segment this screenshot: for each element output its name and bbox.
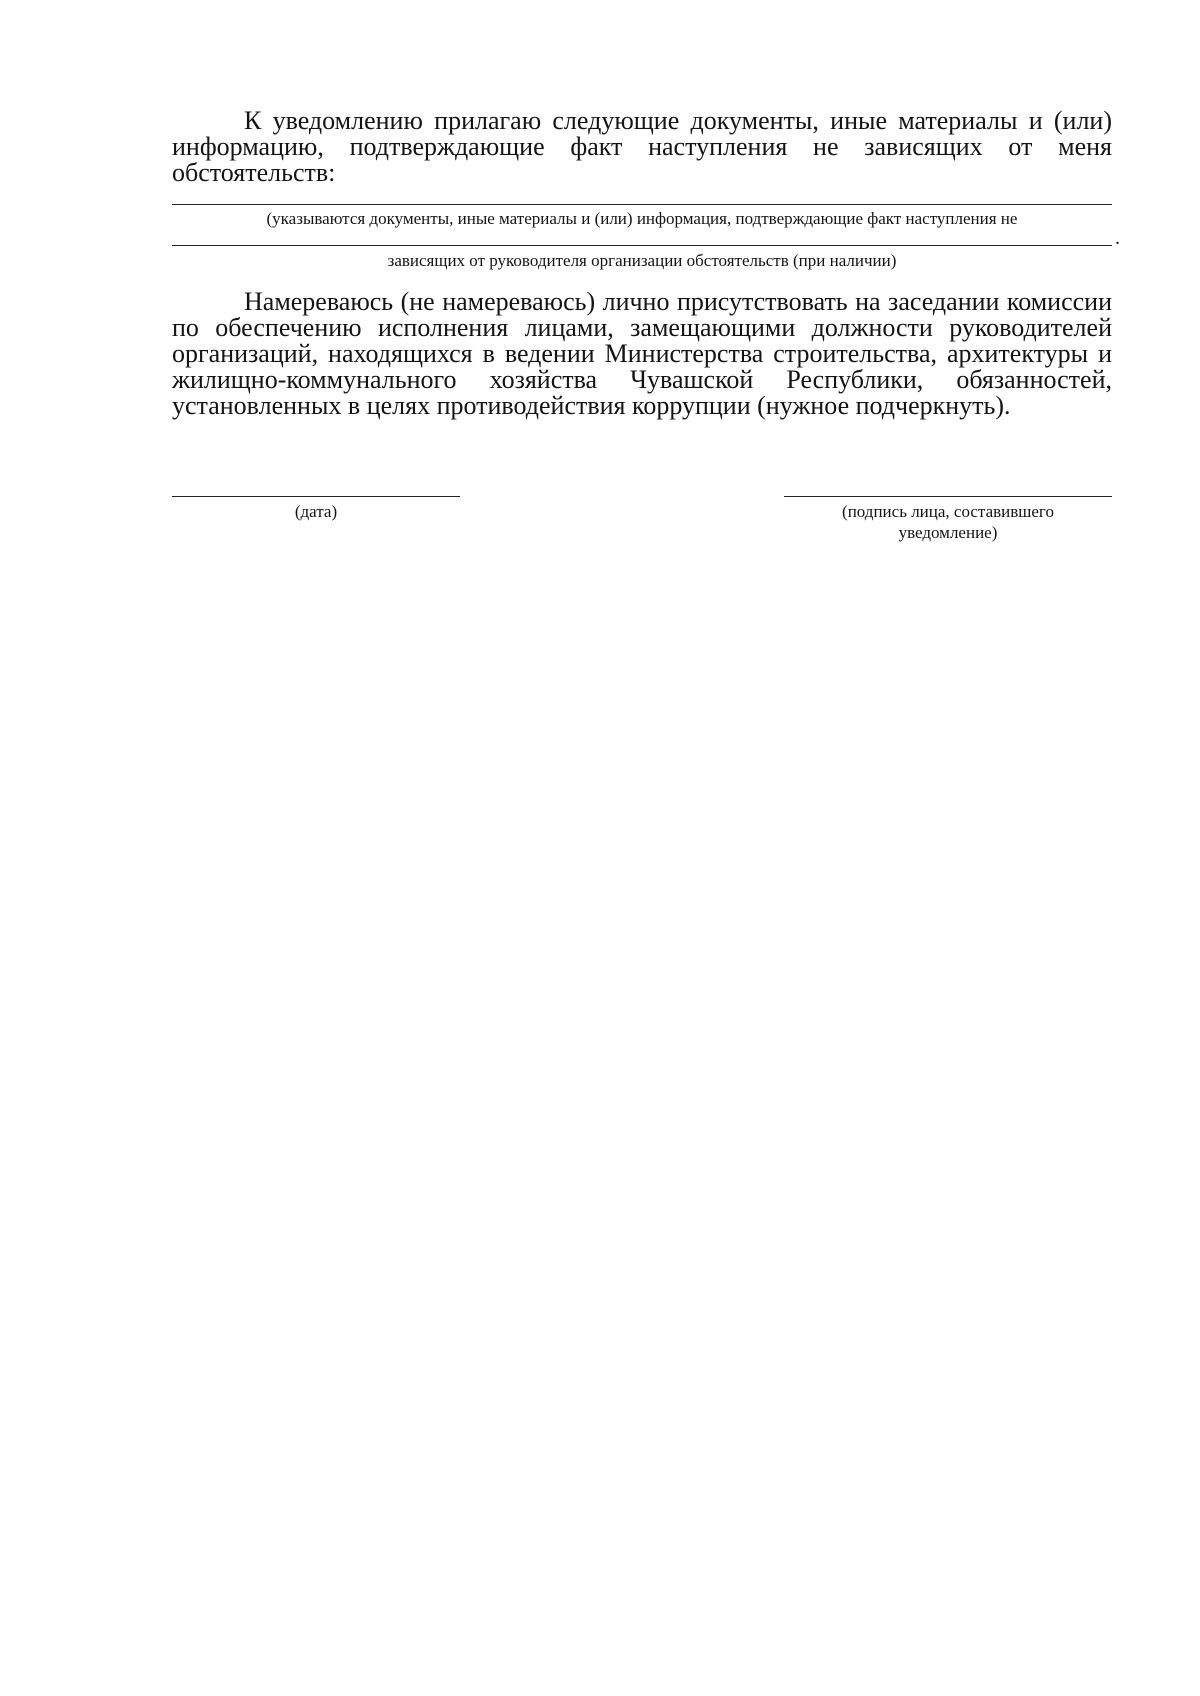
signature-block — [172, 496, 1112, 556]
date-line — [172, 496, 460, 497]
date-field — [172, 496, 460, 522]
attachments-hint-line-2: зависящих от руководителя организации обстоятельств (при наличии) — [387, 251, 897, 270]
document-body — [172, 106, 1120, 420]
attachments-paragraph: К уведомлению прилагаю следующие документы, иные материалы и (или) информацию, подтверждающие факт наступления не зависящих от меня обстоятельств: — [172, 106, 1112, 187]
date-caption: (дата) — [294, 502, 338, 521]
attachments-fill-line-2 — [172, 245, 1112, 246]
attachments-fill-line-2-row — [172, 227, 1120, 249]
attachments-fill-line-1 — [172, 204, 1112, 205]
signature-field — [784, 496, 1112, 543]
signature-caption-line-2: уведомление) — [898, 523, 998, 542]
signature-caption — [784, 501, 1112, 543]
line-end-mark: . — [1115, 227, 1120, 249]
signature-line — [784, 496, 1112, 497]
attendance-paragraph: Намереваюсь (не намереваюсь) лично присутствовать на заседании комиссии по обеспечению исполнения лицами, замещающими должности руководителей организаций, находящихся в ведении Министерства строительства, архитектуры и жилищно-коммунального хозяйства Чувашской Республики, обязанностей, установленных в целях противодействия коррупции (нужное подчеркнуть). — [172, 287, 1112, 420]
signature-caption-line-1: (подпись лица, составившего — [842, 502, 1054, 521]
attachments-hint-line-1: (указываются документы, иные материалы и (или) информация, подтверждающие факт наступления не — [266, 209, 1018, 228]
